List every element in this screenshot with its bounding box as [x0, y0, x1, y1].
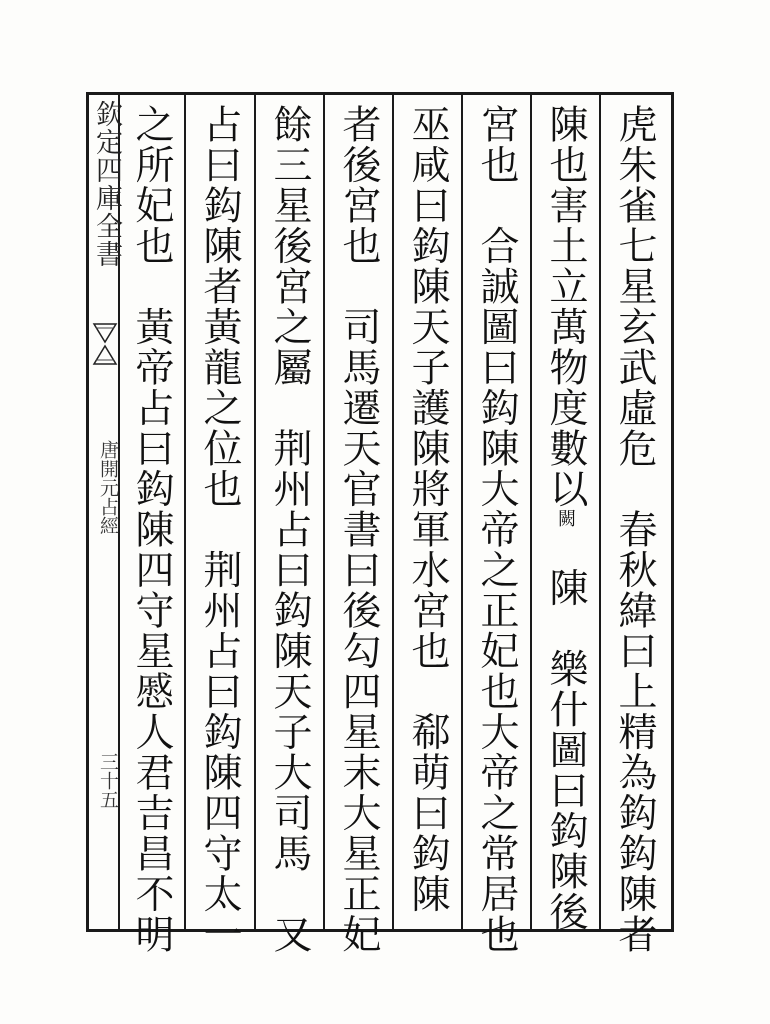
- text-column: [259, 98, 321, 955]
- text-column: [121, 98, 183, 955]
- column-rule: [392, 95, 394, 929]
- lacuna-note: 闕: [555, 509, 576, 527]
- column-text: 巫咸曰鈎陳天子護陳將軍水宮也 郗萌曰鈎陳: [405, 104, 450, 914]
- column-rule: [530, 95, 532, 929]
- fish-tail-ornament-icon: [92, 320, 118, 368]
- column-text: 者後宮也 司馬遷天官書曰後勾四星末大星正妃: [336, 104, 381, 955]
- column-text: 占曰鈎陳者黃龍之位也 荆州占曰鈎陳四守太一: [197, 104, 242, 955]
- column-rule: [461, 95, 463, 929]
- text-column: [328, 98, 390, 955]
- section-title: 唐開元占經: [97, 440, 119, 535]
- text-column: [604, 98, 666, 955]
- text-column: [466, 98, 528, 955]
- column-rule: [254, 95, 256, 929]
- column-text: 之所妃也 黃帝占曰鈎陳四守星慼人君吉昌不明: [129, 104, 174, 955]
- book-title: 欽定四庫全書: [91, 100, 122, 268]
- text-column: [397, 98, 459, 928]
- column-rule: [323, 95, 325, 929]
- column-text: 宮也 合誠圖曰鈎陳大帝之正妃也大帝之常居也: [474, 104, 519, 955]
- column-text: 虎朱雀七星玄武虛危 春秋緯曰上精為鈎鈎陳者: [612, 104, 657, 955]
- column-text: [543, 104, 587, 932]
- text-column: [535, 98, 597, 932]
- column-text: 餘三星後宮之屬 荆州占曰鈎陳天子大司馬 又: [267, 104, 312, 955]
- page-number: 三十五: [97, 752, 119, 809]
- column-rule: [599, 95, 601, 929]
- column-text-rest: 陳 樂什圖曰鈎陳後: [543, 527, 588, 932]
- column-rule: [184, 95, 186, 929]
- text-column: [189, 98, 251, 955]
- column-text-main: 陳也害土立萬物度數以: [543, 104, 588, 509]
